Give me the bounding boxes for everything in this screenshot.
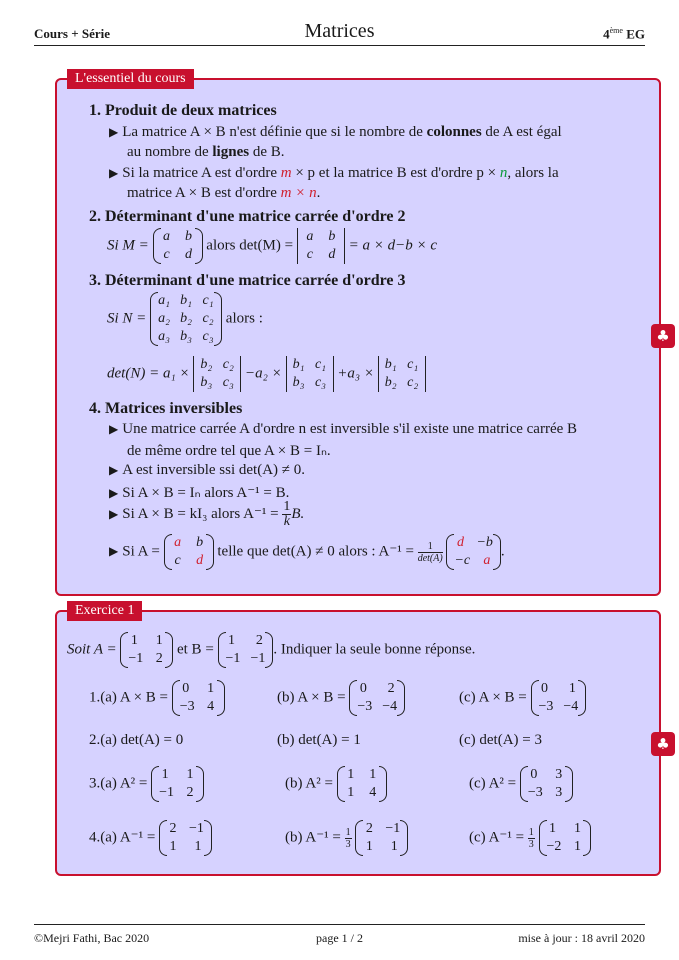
matrix-row bbox=[304, 246, 338, 264]
s1-b2c: , alors la bbox=[507, 165, 559, 181]
s1-b2n: n bbox=[499, 165, 508, 181]
q3c-label: (c) A² = bbox=[469, 775, 517, 792]
s1-bullet1 bbox=[109, 124, 562, 141]
matrix-cell: 0 bbox=[541, 681, 548, 696]
matrix-row bbox=[226, 650, 266, 668]
frac-1det bbox=[418, 541, 443, 564]
q1a-label: 1.(a) A × B = bbox=[89, 689, 168, 706]
matrix-row bbox=[539, 698, 579, 716]
frac-den: det(A) bbox=[417, 552, 443, 564]
matrix-cell: c₁ bbox=[202, 293, 214, 308]
matrix-cell: c₂ bbox=[222, 357, 234, 372]
matrix-row bbox=[158, 310, 214, 328]
matrix-row bbox=[293, 356, 327, 374]
matrix-cell: c₃ bbox=[202, 329, 214, 344]
q3b-label: (b) A² = bbox=[285, 775, 333, 792]
matrix-cell: c₁ bbox=[314, 357, 327, 372]
frac-third bbox=[528, 827, 535, 850]
q4b-label: (b) A⁻¹ = bbox=[285, 829, 341, 846]
matrix-cell: −1 bbox=[189, 821, 204, 836]
matrix-row bbox=[345, 784, 379, 802]
matrix-cell: 2 bbox=[186, 785, 194, 800]
header-level bbox=[603, 26, 645, 42]
s2-title: 2. Déterminant d'une matrice carrée d'ordre 2 bbox=[89, 208, 406, 225]
frac-third bbox=[345, 827, 352, 850]
matrix-row bbox=[547, 820, 584, 838]
matrix-row bbox=[172, 534, 206, 552]
matrix-cell: a₂ bbox=[158, 311, 170, 326]
matrix-cell: b bbox=[328, 229, 336, 244]
header-left: Cours + Série bbox=[34, 26, 111, 41]
matrix-cell: 0 bbox=[359, 681, 367, 696]
matrix-row bbox=[158, 328, 214, 346]
matrix-row bbox=[363, 838, 400, 856]
s1-bullet2 bbox=[109, 165, 559, 182]
intro-c: . Indiquer la seule bonne réponse. bbox=[273, 641, 476, 658]
matrix-row bbox=[172, 552, 206, 570]
matrix-cell: b₂ bbox=[180, 311, 192, 326]
matrix-row bbox=[454, 534, 492, 552]
matrix-cell: b₃ bbox=[292, 375, 305, 390]
matrix-cell: 1 bbox=[347, 785, 355, 800]
matrix-cell: −1 bbox=[128, 651, 144, 666]
s1-bullet2-cont bbox=[127, 185, 320, 202]
s3-minus: −a₂ × bbox=[245, 365, 282, 382]
matrix-row bbox=[128, 632, 165, 650]
matrix-n bbox=[150, 292, 222, 346]
q4a-label: 4.(a) A⁻¹ = bbox=[89, 829, 156, 846]
matrix-row bbox=[226, 632, 266, 650]
page-title: Matrices bbox=[304, 20, 375, 42]
matrix-cell: −4 bbox=[563, 699, 579, 714]
s3-post: alors : bbox=[225, 310, 263, 327]
matrix-A bbox=[120, 632, 173, 668]
matrix-cell: b₁ bbox=[384, 357, 397, 372]
frac-num: 1 bbox=[418, 541, 443, 553]
bullet-icon: ▶ bbox=[109, 486, 119, 500]
matrix-row bbox=[528, 784, 565, 802]
matrix-row bbox=[357, 698, 397, 716]
s2-mid: alors det(M) = bbox=[206, 237, 294, 254]
s3-det-pre: det(N) = a₁ × bbox=[107, 365, 190, 382]
matrix-row bbox=[158, 292, 214, 310]
det-2 bbox=[286, 356, 334, 392]
matrix-cell: b bbox=[185, 229, 193, 244]
page-header bbox=[34, 20, 645, 46]
s4-b5b: telle que det(A) ≠ 0 alors : A⁻¹ = bbox=[217, 543, 414, 560]
intro-a: Soit A = bbox=[67, 641, 117, 658]
level-section: EG bbox=[626, 26, 645, 42]
matrix-row bbox=[357, 680, 397, 698]
q3a-label: 3.(a) A² = bbox=[89, 775, 148, 792]
matrix-cell: −1 bbox=[385, 821, 401, 836]
matrix-row bbox=[167, 820, 204, 838]
footer-date: mise à jour : 18 avril 2020 bbox=[518, 931, 645, 945]
s1-b2m: m bbox=[280, 165, 292, 181]
club-icon[interactable]: ♣ bbox=[651, 324, 675, 348]
s1-b1d: au nombre de bbox=[127, 144, 213, 160]
matrix-cell: 1 bbox=[207, 681, 215, 696]
s1-b1c: de A est égal bbox=[481, 124, 562, 140]
matrix-cell: a bbox=[306, 229, 314, 244]
matrix-cell: 1 bbox=[568, 681, 576, 696]
matrix-cell: c₁ bbox=[407, 357, 419, 372]
matrix-cell: −3 bbox=[357, 699, 373, 714]
matrix-cell: c bbox=[306, 247, 313, 262]
s1-b2d: matrice A × B est d'ordre bbox=[127, 185, 281, 201]
q4c-label: (c) A⁻¹ = bbox=[469, 829, 525, 846]
frac-num: 1 bbox=[283, 499, 291, 514]
cours-box bbox=[55, 71, 661, 596]
bullet-icon: ▶ bbox=[109, 506, 119, 521]
q1b-label: (b) A × B = bbox=[277, 689, 346, 706]
s3-title: 3. Déterminant d'une matrice carrée d'ordre 3 bbox=[89, 272, 406, 289]
s4-bullet5 bbox=[109, 534, 505, 570]
matrix-cell: −4 bbox=[382, 699, 398, 714]
s3-det bbox=[107, 356, 426, 392]
frac-den: 3 bbox=[345, 838, 351, 850]
matrix-row bbox=[128, 650, 165, 668]
bullet-icon: ▶ bbox=[109, 125, 119, 139]
cours-label: L'essentiel du cours bbox=[67, 69, 194, 89]
matrix-cell: d bbox=[456, 535, 464, 550]
matrix-row bbox=[539, 680, 579, 698]
frac-num: 1 bbox=[345, 826, 351, 838]
matrix-inverse bbox=[446, 534, 500, 570]
matrix-m bbox=[153, 228, 203, 264]
q2-a: 2.(a) det(A) = 0 bbox=[89, 732, 184, 748]
s4-b5c: . bbox=[500, 543, 505, 560]
matrix-cell: 1 bbox=[573, 839, 581, 854]
matrix-row bbox=[345, 766, 379, 784]
matrix-row bbox=[385, 374, 419, 392]
matrix-cell: 1 bbox=[169, 839, 177, 854]
footer-author: ©Mejri Fathi, Bac 2020 bbox=[34, 931, 150, 945]
matrix-cell: 1 bbox=[347, 767, 355, 782]
s4-bullet4 bbox=[109, 500, 304, 529]
q4c-matrix bbox=[539, 820, 592, 856]
q4-b bbox=[285, 820, 408, 856]
s1-title: 1. Produit de deux matrices bbox=[89, 102, 277, 119]
frac-1k bbox=[282, 500, 291, 529]
matrix-cell: 1 bbox=[369, 767, 377, 782]
matrix-row bbox=[304, 228, 338, 246]
matrix-cell: 3 bbox=[555, 785, 563, 800]
matrix-cell: c₂ bbox=[202, 311, 214, 326]
matrix-cell: 2 bbox=[155, 651, 163, 666]
matrix-row bbox=[167, 838, 204, 856]
s3-pre: Si N = bbox=[107, 310, 147, 327]
s1-b2f: . bbox=[316, 185, 321, 201]
matrix-cell: d bbox=[185, 247, 193, 262]
matrix-cell: 4 bbox=[369, 785, 377, 800]
s4-b4b: B. bbox=[291, 505, 305, 522]
matrix-cell: −2 bbox=[546, 839, 562, 854]
s4-bullet2 bbox=[109, 462, 305, 479]
q4-c bbox=[469, 820, 591, 856]
s4-b4a: Si A × B = kI₃ alors A⁻¹ = bbox=[122, 505, 279, 522]
matrix-row bbox=[159, 784, 196, 802]
bullet-icon: ▶ bbox=[109, 463, 119, 477]
s2-post: = a × d−b × c bbox=[348, 237, 437, 254]
matrix-row bbox=[547, 838, 584, 856]
q1-b bbox=[277, 680, 405, 716]
q3-b bbox=[285, 766, 387, 802]
q2-c: (c) det(A) = 3 bbox=[459, 732, 543, 748]
s1-b1b: colonnes bbox=[426, 124, 482, 140]
matrix-cell: −3 bbox=[538, 699, 554, 714]
s4-b3: Si A × B = Iₙ alors A⁻¹ = B. bbox=[122, 485, 290, 501]
matrix-B bbox=[218, 632, 274, 668]
matrix-row bbox=[161, 228, 195, 246]
matrix-cell: −1 bbox=[225, 651, 241, 666]
matrix-cell: 1 bbox=[130, 633, 138, 648]
q1c-matrix bbox=[531, 680, 587, 716]
matrix-cell: −3 bbox=[527, 785, 543, 800]
s1-b1a: La matrice A × B n'est définie que si le nombre de bbox=[122, 124, 427, 140]
q1a-matrix bbox=[172, 680, 225, 716]
club-icon[interactable]: ♣ bbox=[651, 732, 675, 756]
frac-num: 1 bbox=[528, 826, 534, 838]
matrix-cell: 0 bbox=[182, 681, 190, 696]
exercice-label: Exercice 1 bbox=[67, 601, 142, 621]
frac-den: k bbox=[283, 514, 290, 529]
s4-title: 4. Matrices inversibles bbox=[89, 400, 243, 417]
matrix-row bbox=[161, 246, 195, 264]
matrix-cell: c₃ bbox=[222, 375, 234, 390]
s4-bullet1-cont: de même ordre tel que A × B = Iₙ. bbox=[127, 443, 331, 459]
s4-b1a: Une matrice carrée A d'ordre n est inversible s'il existe une matrice carrée B bbox=[122, 421, 578, 437]
q2-b: (b) det(A) = 1 bbox=[277, 732, 361, 748]
matrix-cell: b₃ bbox=[180, 329, 192, 344]
intro-b: et B = bbox=[176, 641, 214, 658]
s1-b2e: m × n bbox=[280, 185, 317, 201]
matrix-row bbox=[180, 698, 217, 716]
matrix-row bbox=[385, 356, 419, 374]
ex-intro bbox=[67, 632, 475, 668]
matrix-cell: 1 bbox=[186, 767, 194, 782]
matrix-row bbox=[200, 356, 234, 374]
footer-page: page 1 / 2 bbox=[316, 931, 363, 945]
matrix-cell: 1 bbox=[155, 633, 163, 648]
matrix-cell: b₂ bbox=[384, 375, 397, 390]
bullet-icon: ▶ bbox=[109, 544, 119, 559]
q1b-matrix bbox=[349, 680, 405, 716]
bullet-icon: ▶ bbox=[109, 166, 119, 180]
exercice-box bbox=[55, 603, 661, 876]
s2-pre: Si M = bbox=[107, 237, 149, 254]
frac-den: 3 bbox=[528, 838, 534, 850]
q3-c bbox=[469, 766, 573, 802]
matrix-row bbox=[454, 552, 492, 570]
matrix-cell: 1 bbox=[161, 767, 169, 782]
s1-b1f: de B. bbox=[249, 144, 285, 160]
q1-c bbox=[459, 680, 586, 716]
matrix-cell: 3 bbox=[555, 767, 563, 782]
q1c-label: (c) A × B = bbox=[459, 689, 527, 706]
det-3 bbox=[378, 356, 426, 392]
s3-plus: +a₃ × bbox=[337, 365, 374, 382]
matrix-cell: d bbox=[196, 553, 204, 568]
matrix-cell: b bbox=[196, 535, 204, 550]
q3-a bbox=[89, 766, 204, 802]
s2-formula bbox=[107, 228, 437, 264]
s1-bullet1-cont bbox=[127, 144, 285, 161]
level-num: 4 bbox=[603, 26, 610, 42]
q4b-matrix bbox=[355, 820, 408, 856]
matrix-row bbox=[200, 374, 234, 392]
matrix-cell: a bbox=[163, 229, 171, 244]
matrix-cell: c bbox=[174, 553, 181, 568]
s4-b2: A est inversible ssi det(A) ≠ 0. bbox=[122, 462, 306, 478]
matrix-cell: −3 bbox=[179, 699, 195, 714]
q4a-matrix bbox=[159, 820, 212, 856]
matrix-cell: c₃ bbox=[314, 375, 327, 390]
matrix-cell: 2 bbox=[169, 821, 177, 836]
matrix-cell: 2 bbox=[387, 681, 395, 696]
matrix-cell: 2 bbox=[255, 633, 263, 648]
s3-matrix bbox=[107, 292, 263, 346]
s4-b5a: Si A = bbox=[122, 543, 160, 560]
det-m bbox=[297, 228, 345, 264]
matrix-cell: −1 bbox=[159, 785, 175, 800]
matrix-cell: b₂ bbox=[200, 357, 213, 372]
matrix-row bbox=[363, 820, 400, 838]
q3a-matrix bbox=[151, 766, 204, 802]
matrix-cell: 2 bbox=[365, 821, 373, 836]
matrix-cell: a bbox=[483, 553, 491, 568]
matrix-row bbox=[180, 680, 217, 698]
matrix-cell: a₃ bbox=[158, 329, 170, 344]
matrix-cell: 1 bbox=[228, 633, 236, 648]
q3c-matrix bbox=[520, 766, 573, 802]
matrix-row bbox=[293, 374, 327, 392]
matrix-cell: −1 bbox=[250, 651, 266, 666]
q1-a bbox=[89, 680, 225, 716]
matrix-cell: 1 bbox=[365, 839, 373, 854]
s1-b2a: Si la matrice A est d'ordre bbox=[122, 165, 281, 181]
matrix-cell: 0 bbox=[530, 767, 538, 782]
s1-b1e: lignes bbox=[212, 144, 250, 160]
q3b-matrix bbox=[337, 766, 387, 802]
page-footer bbox=[34, 924, 645, 945]
matrix-cell: c₂ bbox=[407, 375, 419, 390]
matrix-row bbox=[159, 766, 196, 784]
matrix-cell: c bbox=[163, 247, 170, 262]
matrix-cell: b₁ bbox=[180, 293, 192, 308]
matrix-cell: d bbox=[328, 247, 336, 262]
matrix-cell: −c bbox=[454, 553, 471, 568]
matrix-row bbox=[528, 766, 565, 784]
matrix-cell: a bbox=[174, 535, 182, 550]
s4-bullet1 bbox=[109, 421, 577, 438]
matrix-cell: b₃ bbox=[200, 375, 213, 390]
matrix-cell: 4 bbox=[207, 699, 215, 714]
matrix-cell: 1 bbox=[549, 821, 557, 836]
bullet-icon: ▶ bbox=[109, 422, 119, 436]
matrix-cell: 1 bbox=[573, 821, 581, 836]
matrix-cell: 1 bbox=[194, 839, 202, 854]
matrix-cell: b₁ bbox=[292, 357, 305, 372]
matrix-cell: 1 bbox=[390, 839, 398, 854]
s1-b2x: × p et la matrice B est d'ordre p × bbox=[291, 165, 500, 181]
q4-a bbox=[89, 820, 212, 856]
level-sup: ème bbox=[609, 26, 623, 35]
det-1 bbox=[193, 356, 241, 392]
matrix-cell: −b bbox=[476, 535, 493, 550]
matrix-abcd-colored bbox=[164, 534, 214, 570]
matrix-cell: a₁ bbox=[158, 293, 170, 308]
